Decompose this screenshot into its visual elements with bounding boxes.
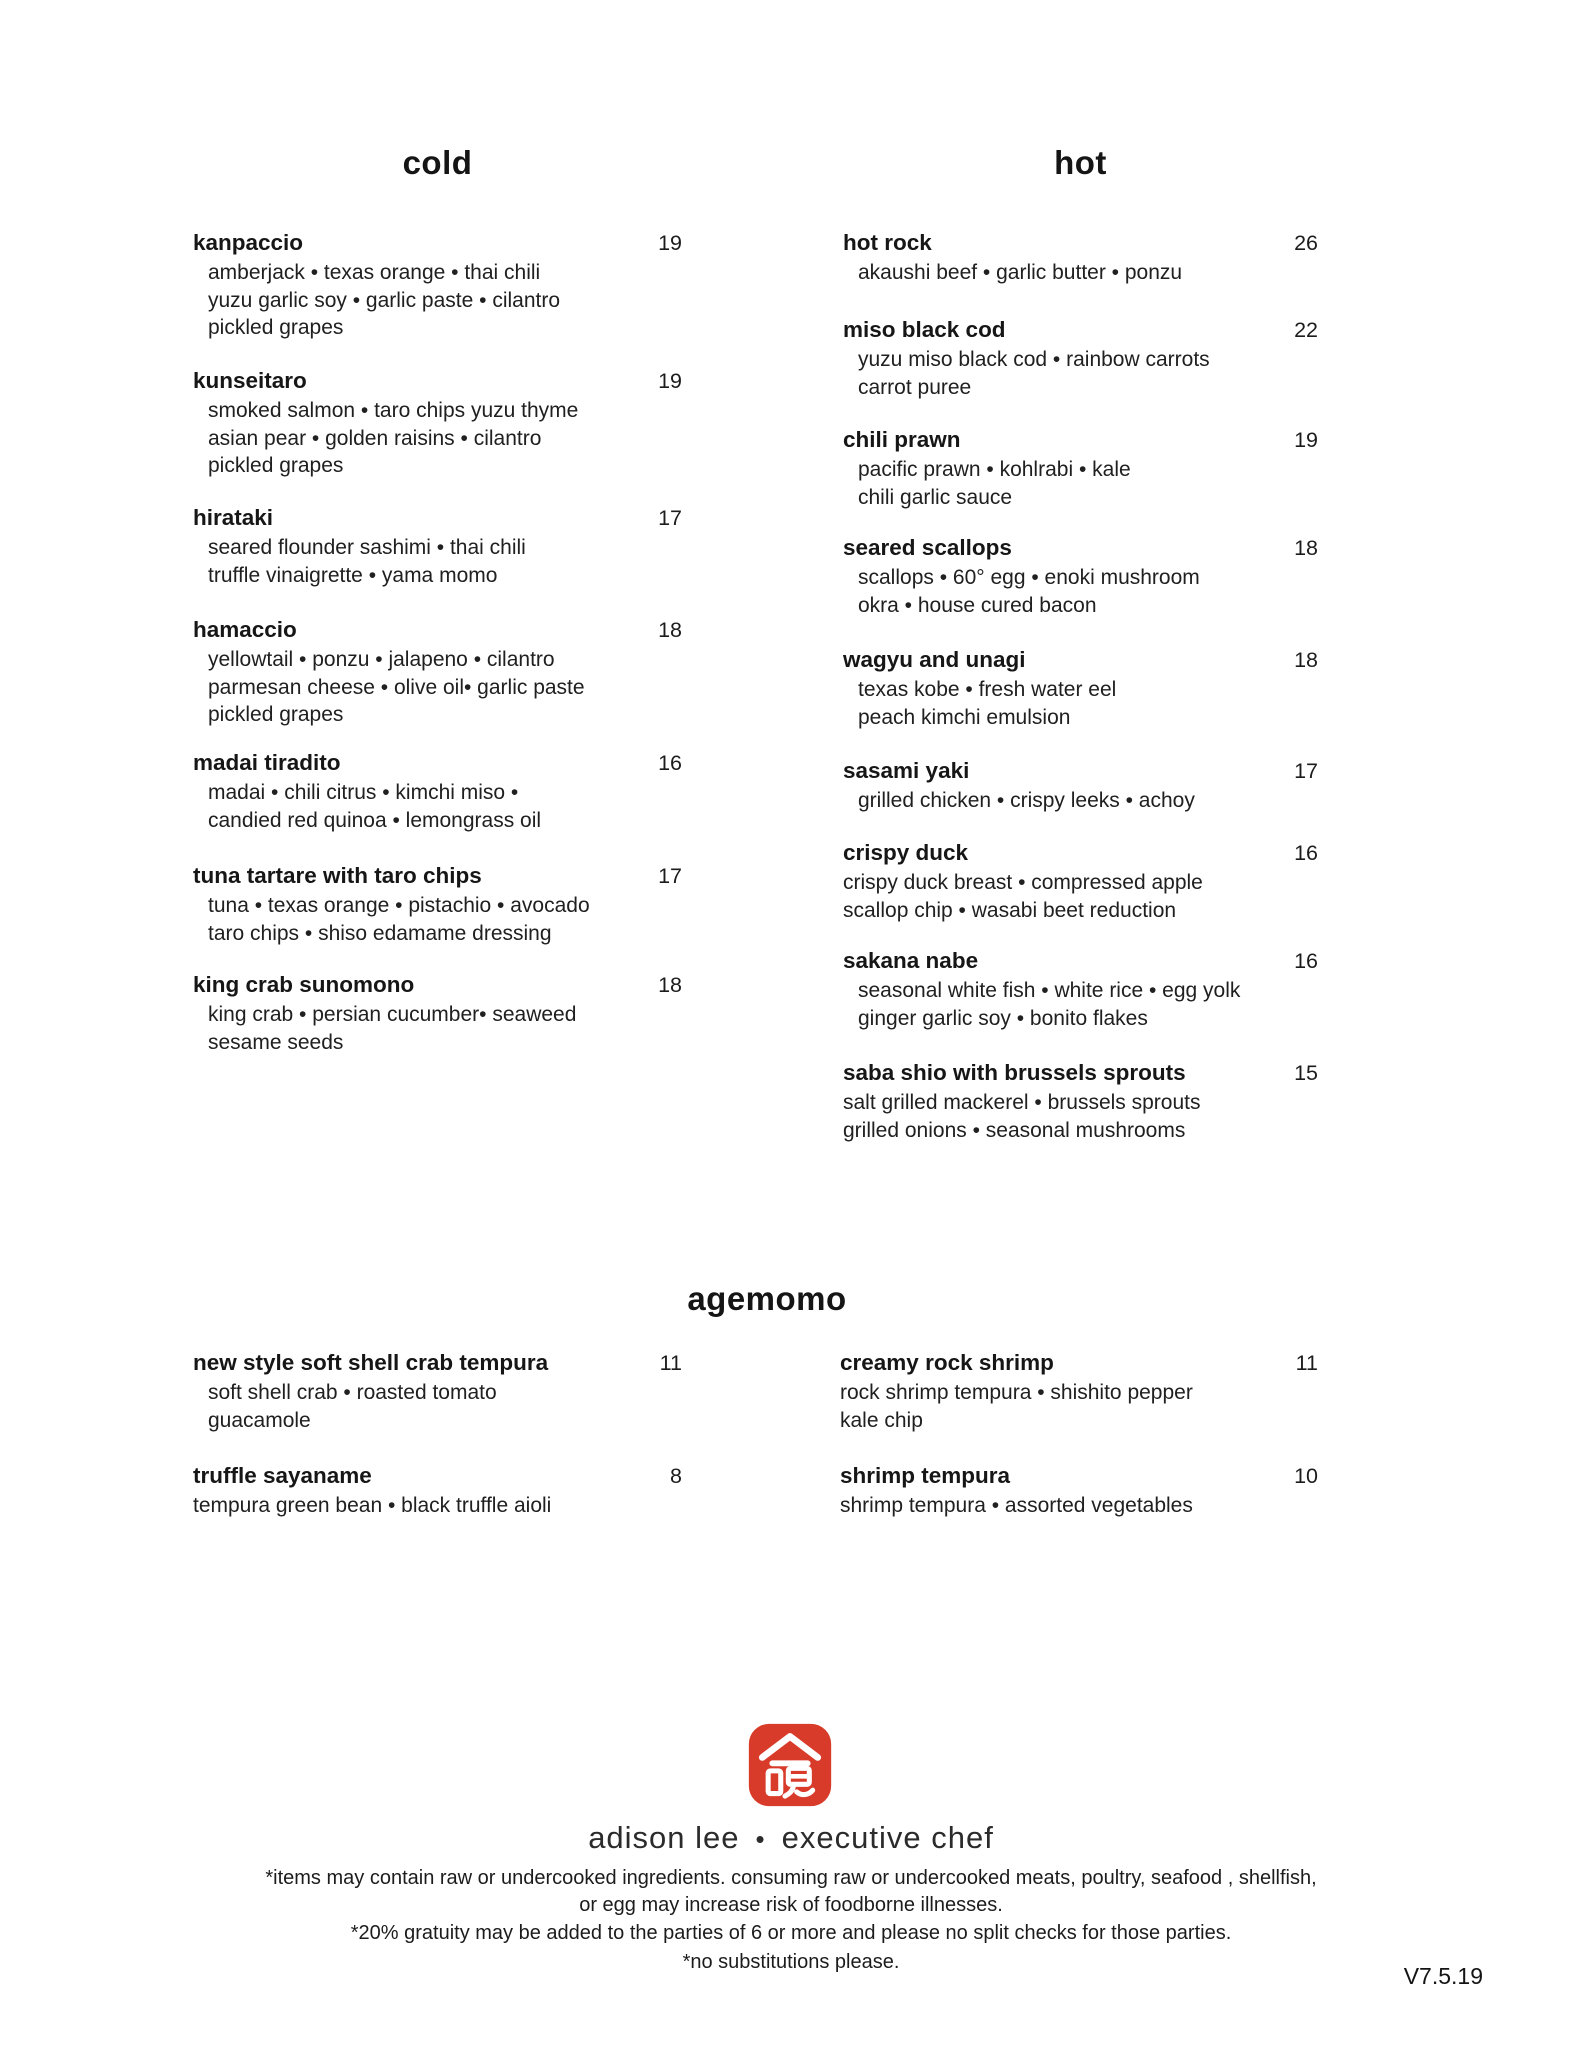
item-name: seared scallops xyxy=(843,535,1012,560)
item-price: 11 xyxy=(1295,1351,1318,1375)
item-desc-line: texas kobe • fresh water eel xyxy=(858,678,1117,701)
item-name: truffle sayaname xyxy=(193,1463,372,1488)
item-desc-line: yellowtail • ponzu • jalapeno • cilantro xyxy=(208,648,555,671)
menu-item-kunseitaro xyxy=(193,365,682,480)
menu-item-miso-black-cod xyxy=(843,314,1318,401)
cold-section-heading: cold xyxy=(402,144,473,181)
menu-item-hamaccio xyxy=(193,614,682,729)
item-name: miso black cod xyxy=(843,317,1006,342)
menu-item-tuna-tartare xyxy=(193,860,682,947)
item-desc-line: yuzu garlic soy • garlic paste • cilantro xyxy=(208,288,561,312)
menu-item-madai-tiradito xyxy=(193,747,682,834)
menu-item-creamy-rock-shrimp xyxy=(840,1347,1318,1434)
item-name: wagyu and unagi xyxy=(843,647,1026,672)
item-desc-line: seasonal white fish • white rice • egg yolk xyxy=(858,979,1241,1002)
agemomo-section-heading: agemomo xyxy=(687,1280,847,1317)
item-price: 17 xyxy=(658,864,682,888)
item-name: hirataki xyxy=(193,505,274,530)
item-desc-line: salt grilled mackerel • brussels sprouts xyxy=(843,1091,1201,1114)
menu-item-king-crab-sunomono xyxy=(193,969,682,1056)
item-desc-line: guacamole xyxy=(208,1408,311,1432)
menu-item-wagyu-and-unagi xyxy=(843,644,1318,731)
menu-item-hirataki xyxy=(193,502,682,589)
item-desc-line: ginger garlic soy • bonito flakes xyxy=(858,1006,1148,1030)
item-desc-line: crispy duck breast • compressed apple xyxy=(843,871,1203,894)
item-desc-line: rock shrimp tempura • shishito pepper xyxy=(840,1381,1193,1404)
menu-item-seared-scallops xyxy=(843,532,1318,619)
item-name: king crab sunomono xyxy=(193,972,415,997)
item-name: sasami yaki xyxy=(843,758,970,783)
disclaimer-line-3: *20% gratuity may be added to the parties of 6 or more and please no split checks for those parties. xyxy=(350,1922,1232,1944)
item-desc-line: sesame seeds xyxy=(208,1030,344,1054)
item-desc-line: soft shell crab • roasted tomato xyxy=(208,1381,497,1404)
item-price: 18 xyxy=(658,973,682,997)
chef-credit-line xyxy=(0,1820,1582,1856)
item-desc-line: carrot puree xyxy=(858,375,972,399)
item-price: 8 xyxy=(670,1464,682,1488)
item-name: kunseitaro xyxy=(193,368,307,393)
item-price: 16 xyxy=(1294,949,1318,973)
item-price: 19 xyxy=(658,369,682,393)
item-desc-line: akaushi beef • garlic butter • ponzu xyxy=(858,261,1183,284)
item-desc-line: shrimp tempura • assorted vegetables xyxy=(840,1494,1193,1517)
menu-item-truffle-sayaname xyxy=(193,1460,682,1520)
disclaimer-line-4: *no substitutions please. xyxy=(682,1951,900,1973)
item-desc-line: scallops • 60° egg • enoki mushroom xyxy=(858,566,1200,589)
menu-item-sasami-yaki xyxy=(843,755,1318,815)
item-price: 18 xyxy=(1294,648,1318,672)
item-desc-line: truffle vinaigrette • yama momo xyxy=(208,563,498,587)
item-price: 16 xyxy=(1294,841,1318,865)
item-desc-line: amberjack • texas orange • thai chili xyxy=(208,261,541,284)
item-desc-line: okra • house cured bacon xyxy=(858,593,1097,617)
item-name: creamy rock shrimp xyxy=(840,1350,1054,1375)
disclaimer-line-1: *items may contain raw or undercooked ingredients. consuming raw or undercooked meats, poultry, seafood , shellfish, xyxy=(265,1867,1317,1889)
item-desc-line: king crab • persian cucumber• seaweed xyxy=(208,1003,577,1026)
menu-item-hot-rock xyxy=(843,227,1318,287)
menu-item-sakana-nabe xyxy=(843,945,1318,1032)
menu-item-soft-shell-crab-tempura xyxy=(193,1347,682,1434)
menu-item-kanpaccio xyxy=(193,227,682,342)
item-name: shrimp tempura xyxy=(840,1463,1011,1488)
disclaimer-line-2: or egg may increase risk of foodborne illnesses. xyxy=(579,1894,1003,1916)
item-name: kanpaccio xyxy=(193,230,304,255)
item-desc-line: kale chip xyxy=(840,1408,923,1432)
item-name: new style soft shell crab tempura xyxy=(193,1350,549,1375)
item-desc-line: parmesan cheese • olive oil• garlic paste xyxy=(208,675,585,699)
item-name: crispy duck xyxy=(843,840,969,865)
item-desc-line: grilled onions • seasonal mushrooms xyxy=(843,1118,1186,1142)
item-desc-line: smoked salmon • taro chips yuzu thyme xyxy=(208,399,579,422)
item-desc-line: taro chips • shiso edamame dressing xyxy=(208,921,552,945)
item-desc-line: tuna • texas orange • pistachio • avocado xyxy=(208,894,590,917)
item-desc-line: seared flounder sashimi • thai chili xyxy=(208,536,526,559)
menu-item-saba-shio xyxy=(843,1057,1318,1144)
hot-section-heading: hot xyxy=(1054,144,1107,181)
item-name: madai tiradito xyxy=(193,750,341,775)
kanji-eat-icon xyxy=(748,1723,832,1807)
item-price: 17 xyxy=(1294,759,1318,783)
menu-item-chili-prawn xyxy=(843,424,1318,511)
item-price: 17 xyxy=(658,506,682,530)
item-desc-line: asian pear • golden raisins • cilantro xyxy=(208,426,542,450)
item-desc-line: yuzu miso black cod • rainbow carrots xyxy=(858,348,1210,371)
item-price: 16 xyxy=(658,751,682,775)
item-desc-line: scallop chip • wasabi beet reduction xyxy=(843,898,1177,922)
item-name: chili prawn xyxy=(843,427,961,452)
item-name: tuna tartare with taro chips xyxy=(193,863,482,888)
item-desc-line: pickled grapes xyxy=(208,454,344,477)
item-price: 18 xyxy=(658,618,682,642)
item-desc-line: pacific prawn • kohlrabi • kale xyxy=(858,458,1131,481)
item-desc-line: peach kimchi emulsion xyxy=(858,705,1071,729)
item-price: 22 xyxy=(1294,318,1318,342)
item-name: hot rock xyxy=(843,230,932,255)
item-desc-line: pickled grapes xyxy=(208,703,344,726)
item-name: sakana nabe xyxy=(843,948,979,973)
chef-title: executive chef xyxy=(781,1820,994,1855)
item-desc-line: pickled grapes xyxy=(208,316,344,339)
item-name: hamaccio xyxy=(193,617,297,642)
item-price: 15 xyxy=(1294,1061,1318,1085)
item-desc-line: madai • chili citrus • kimchi miso • xyxy=(208,781,519,804)
item-desc-line: candied red quinoa • lemongrass oil xyxy=(208,808,542,832)
menu-item-crispy-duck xyxy=(843,837,1318,924)
item-price: 19 xyxy=(658,231,682,255)
item-price: 11 xyxy=(659,1351,682,1375)
item-desc-line: chili garlic sauce xyxy=(858,485,1013,509)
restaurant-kanji-eat-logo xyxy=(748,1723,832,1807)
item-price: 10 xyxy=(1294,1464,1318,1488)
item-price: 19 xyxy=(1294,428,1318,452)
item-desc-line: tempura green bean • black truffle aioli xyxy=(193,1494,552,1517)
chef-name: adison lee xyxy=(588,1820,740,1855)
item-price: 26 xyxy=(1294,231,1318,255)
bullet-separator: • xyxy=(755,1824,766,1854)
item-name: saba shio with brussels sprouts xyxy=(843,1060,1186,1085)
menu-item-shrimp-tempura xyxy=(840,1460,1318,1520)
item-desc-line: grilled chicken • crispy leeks • achoy xyxy=(858,789,1195,812)
item-price: 18 xyxy=(1294,536,1318,560)
menu-version: V7.5.19 xyxy=(1403,1963,1483,1989)
